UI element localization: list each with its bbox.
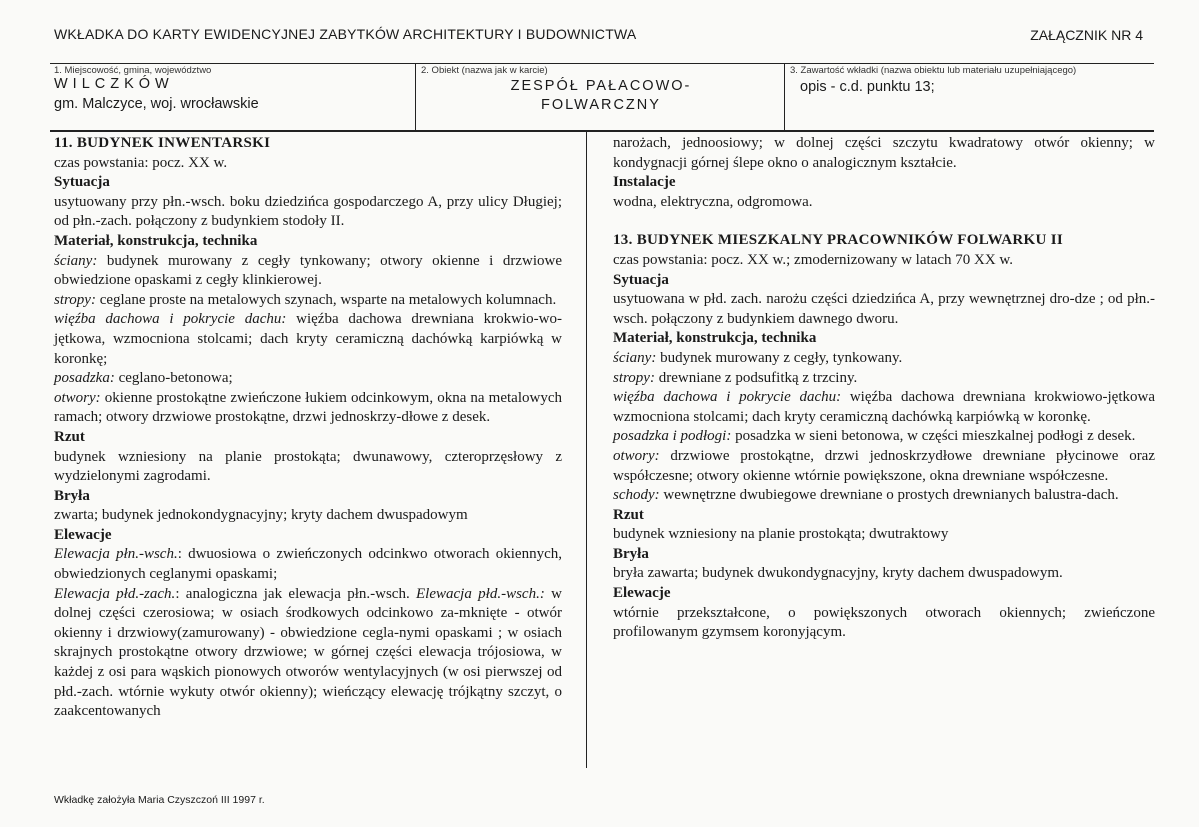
text-otwory-13: drzwiowe prostokątne, drzwi jednoskrzydłowe drewniane płycinowe oraz współczesne; otwory okienne wtórnie powiększone, okna drewniane współczesne. (613, 447, 1155, 484)
text-posadzka: ceglano-betonowa; (114, 370, 233, 387)
text-sytuacja-13: usytuowana w płd. zach. narożu części dziedzińca A, przy wewnętrznej dro-dze ; od płn.- wsch. połączony z budynkiem dawnego dworu. (613, 291, 1155, 327)
text-otwory: okienne prostokątne zwieńczone łukiem odcinkowym, okna na metalowych ramach; otwory drzwiowe prostokątne, drzwi jednoskrzy-dłowe z desek. (54, 389, 562, 426)
heading-bryla: Bryła (54, 487, 90, 504)
text-elewacja-1: : dwuosiowa o zwieńczonych odcinkwo otworach okiennych, obwiedzionych ceglanymi opaskami; (54, 546, 562, 583)
item-wiezba-13 (613, 388, 1155, 427)
item-posadzka (54, 369, 562, 389)
text-wiezba: więźba dachowa drewniana krokwio-wo-jętkowa, wzmocniona stolcami; dach kryty ceramiczną dachówką karpiówką w koronkę; (54, 311, 562, 367)
text-sciany-13: budynek murowany z cegły, tynkowany. (656, 349, 903, 366)
heading-elewacje-13: Elewacje (613, 585, 671, 602)
label-sciany: ściany: (54, 252, 98, 269)
text-bryla-13: bryła zawarta; budynek dwukondygnacyjny, kryty dachem dwuspadowym. (613, 565, 1063, 582)
text-sciany: budynek murowany z cegły tynkowany; otwory okienne i drzwiowe obwiedzione opaskami z cegły klinkierowej. (54, 252, 562, 289)
label-otwory: otwory: (54, 389, 101, 406)
section-13-title: 13. BUDYNEK MIESZKALNY PRACOWNIKÓW FOLWARKU II (613, 232, 1063, 249)
item-sciany-13 (613, 349, 1155, 369)
item-stropy (54, 291, 562, 311)
label-wiezba-13: więźba dachowa i pokrycie dachu: (613, 389, 842, 406)
appendix-number: ZAŁĄCZNIK NR 4 (1030, 27, 1143, 43)
text-stropy-13: drewniane z podsufitką z trzciny. (654, 369, 858, 386)
label-elewacja-3: Elewacja płd.-wsch.: (416, 585, 545, 602)
label-otwory-13: otwory: (613, 447, 660, 464)
location-village: WILCZKÓW (54, 76, 174, 92)
label-stropy: stropy: (54, 291, 96, 308)
label-schody-13: schody: (613, 487, 660, 504)
location-label: 1. Miejscowość, gmina, województwo (54, 65, 212, 76)
column-divider (586, 131, 587, 768)
label-elewacja-1: Elewacja płn.-wsch. (54, 546, 178, 563)
text-instalacje: wodna, elektryczna, odgromowa. (613, 193, 813, 210)
heading-rzut: Rzut (54, 428, 85, 445)
label-sciany-13: ściany: (613, 349, 657, 366)
item-elewacja-2 (54, 585, 562, 722)
item-schody-13 (613, 486, 1155, 506)
heading-material: Materiał, konstrukcja, technika (54, 232, 258, 249)
item-otwory-13 (613, 447, 1155, 486)
text-wiezba-13: więźba dachowa drewniana krokwiowo-jętkowa wzmocniona stolcami; dach kryty ceramiczną dachówką karpiówką w koronkę. (613, 389, 1155, 425)
item-elewacja-1 (54, 545, 562, 584)
left-column (54, 134, 562, 722)
text-elewacja-2: : analogiczna jak elewacja płn.-wsch. (175, 585, 417, 602)
section-11-title: 11. BUDYNEK INWENTARSKI (54, 135, 271, 151)
object-label: 2. Obiekt (nazwa jak w karcie) (421, 65, 548, 76)
heading-bryla-13: Bryła (613, 545, 649, 562)
text-bryla: zwarta; budynek jednokondygnacyjny; kryty dachem dwuspadowym (54, 507, 468, 524)
text-posadzka-13: posadzka w sieni betonowa, w części mieszkalnej podłogi z desek. (731, 428, 1136, 445)
section-gap (613, 212, 1155, 231)
item-otwory (54, 389, 562, 428)
box-divider-2 (784, 63, 785, 131)
label-wiezba: więźba dachowa i pokrycie dachu: (54, 311, 287, 328)
content-value: opis - c.d. punktu 13; (800, 79, 935, 95)
heading-material-13: Materiał, konstrukcja, technika (613, 330, 817, 347)
item-wiezba (54, 310, 562, 369)
text-stropy: ceglane proste na metalowych szynach, wsparte na metalowych kolumnach. (95, 291, 557, 308)
heading-rzut-13: Rzut (613, 506, 644, 523)
location-commune: gm. Malczyce, woj. wrocławskie (54, 96, 259, 112)
label-stropy-13: stropy: (613, 369, 655, 386)
item-posadzka-13 (613, 427, 1155, 447)
box-divider-1 (415, 63, 416, 131)
heading-elewacje: Elewacje (54, 526, 112, 543)
item-sciany (54, 252, 562, 291)
text-elewacja-3: w dolnej części czerosiowa; w osiach środkowych odcinkowo za-mknięte - otwór okienny i drzwiowy(zamurowany) - obwiedzione cegla-nymi opaskami ; w osiach skrajnych prostokątne otwory drzwiowe; w górnej części elewacja trójosiowa, w każdej z osi para wąskich pionowych otworów wentylacyjnych (w osi pierwszej od płd.-zach. wtórnie wykuty otwór okienny); wieńczący elewację trójkątny szczyt, o zaakcentowanych (54, 585, 562, 720)
text-rzut: budynek wzniesiony na planie prostokąta; dwunawowy, czteroprzęsłowy z wydzielonymi zagrodami. (54, 448, 562, 485)
header-bottom-rule (50, 130, 1154, 132)
label-posadzka-13: posadzka i podłogi: (613, 428, 732, 445)
text-sytuacja: usytuowany przy płn.-wsch. boku dziedzińca gospodarczego A, przy ulicy Długiej; od płn.-zach. połączony z budynkiem stodoły II. (54, 193, 562, 230)
label-posadzka: posadzka: (54, 370, 115, 387)
text-elewacje-13: wtórnie przekształcone, o powiększonych otworach okiennych; zwieńczone profilowanym gzymsem koronyjącym. (613, 604, 1155, 641)
header-top-rule (50, 63, 1154, 64)
object-name-line1: ZESPÓŁ PAŁACOWO- (510, 78, 692, 94)
object-name-line2: FOLWARCZNY (541, 97, 661, 113)
right-column (613, 134, 1155, 643)
section-13-date: czas powstania: pocz. XX w.; zmodernizowany w latach 70 XX w. (613, 251, 1014, 268)
section-11-date: czas powstania: pocz. XX w. (54, 154, 228, 171)
heading-sytuacja-13: Sytuacja (613, 271, 669, 288)
footer-author: Wkładkę założyła Maria Czyszczoń III 1997 r. (54, 794, 265, 806)
text-rzut-13: budynek wzniesiony na planie prostokąta; dwutraktowy (613, 526, 949, 543)
heading-sytuacja: Sytuacja (54, 174, 110, 191)
heading-instalacje: Instalacje (613, 174, 676, 191)
content-label: 3. Zawartość wkładki (nazwa obiektu lub materiału uzupełniającego) (790, 65, 1077, 76)
item-stropy-13 (613, 369, 1155, 389)
label-elewacja-2: Elewacja płd.-zach. (54, 585, 176, 602)
text-schody-13: wewnętrzne dwubiegowe drewniane o prostych drewnianych balustra-dach. (659, 487, 1119, 504)
form-title: WKŁADKA DO KARTY EWIDENCYJNEJ ZABYTKÓW ARCHITEKTURY I BUDOWNICTWA (54, 26, 637, 42)
continued-text: narożach, jednoosiowy; w dolnej części szczytu kwadratowy otwór okienny; w kondygnacji górnej ślepe okno o analogicznym kształcie. (613, 135, 1155, 171)
